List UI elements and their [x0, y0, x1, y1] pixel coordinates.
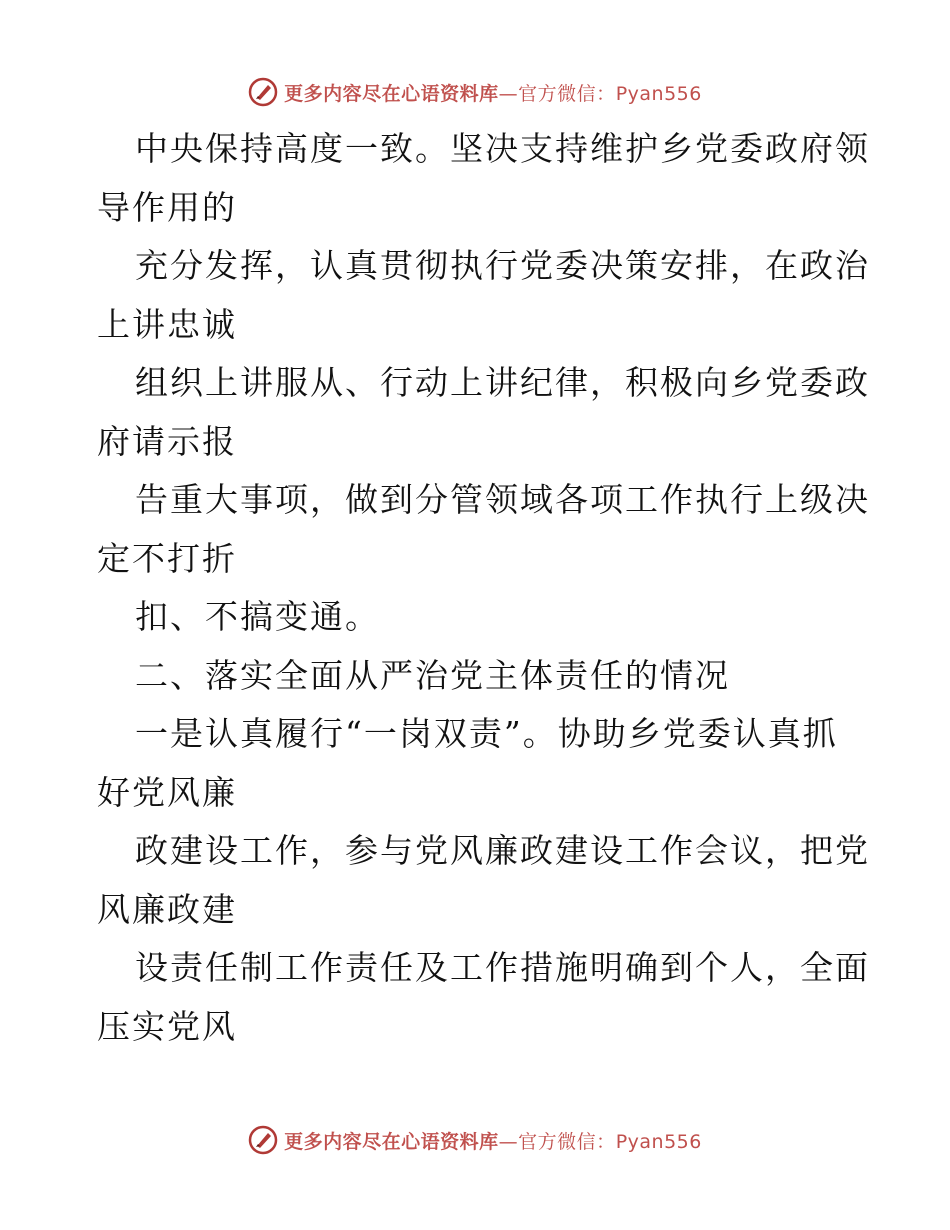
text-line: 府请示报 — [97, 421, 237, 461]
header-watermark — [0, 72, 950, 112]
text-line: 定不打折 — [97, 538, 237, 578]
text-line: 风廉政建 — [97, 889, 237, 929]
footer-banner-dash: — — [498, 1130, 519, 1153]
header-banner-main: 更多内容尽在心语资料库 — [284, 82, 499, 105]
text-line: 设责任制工作责任及工作措施明确到个人，全面 — [135, 948, 870, 987]
text-line: 压实党风 — [97, 1006, 237, 1046]
text-line: 充分发挥，认真贯彻执行党委决策安排，在政治 — [135, 246, 870, 285]
header-banner-sub: 官方微信： — [518, 82, 616, 105]
text-line: 组织上讲服从、行动上讲纪律，积极向乡党委政 — [135, 363, 870, 402]
footer-banner-sub: 官方微信： — [518, 1130, 616, 1153]
header-banner-text — [284, 79, 702, 106]
pen-logo-icon — [248, 1125, 278, 1155]
text-line: 好党风廉 — [97, 772, 237, 812]
text-line: 政建设工作，参与党风廉政建设工作会议，把党 — [135, 831, 870, 870]
text-line: 导作用的 — [97, 187, 237, 227]
text-line: 扣、不搞变通。 — [135, 597, 380, 636]
pen-logo-icon — [248, 77, 278, 107]
footer-watermark — [0, 1120, 950, 1160]
header-banner-dash: — — [498, 82, 519, 105]
document-body — [97, 120, 870, 1056]
text-line: 一是认真履行“一岗双责”。协助乡党委认真抓 — [135, 714, 838, 753]
section-heading: 二、落实全面从严治党主体责任的情况 — [135, 655, 730, 695]
footer-banner-main: 更多内容尽在心语资料库 — [284, 1130, 499, 1153]
header-banner-id: Pyan556 — [615, 82, 702, 105]
text-line: 告重大事项，做到分管领域各项工作执行上级决 — [135, 480, 870, 519]
footer-banner-id: Pyan556 — [615, 1130, 702, 1153]
footer-banner-text — [284, 1127, 702, 1154]
text-line: 中央保持高度一致。坚决支持维护乡党委政府领 — [135, 129, 870, 168]
text-line: 上讲忠诚 — [97, 304, 237, 344]
